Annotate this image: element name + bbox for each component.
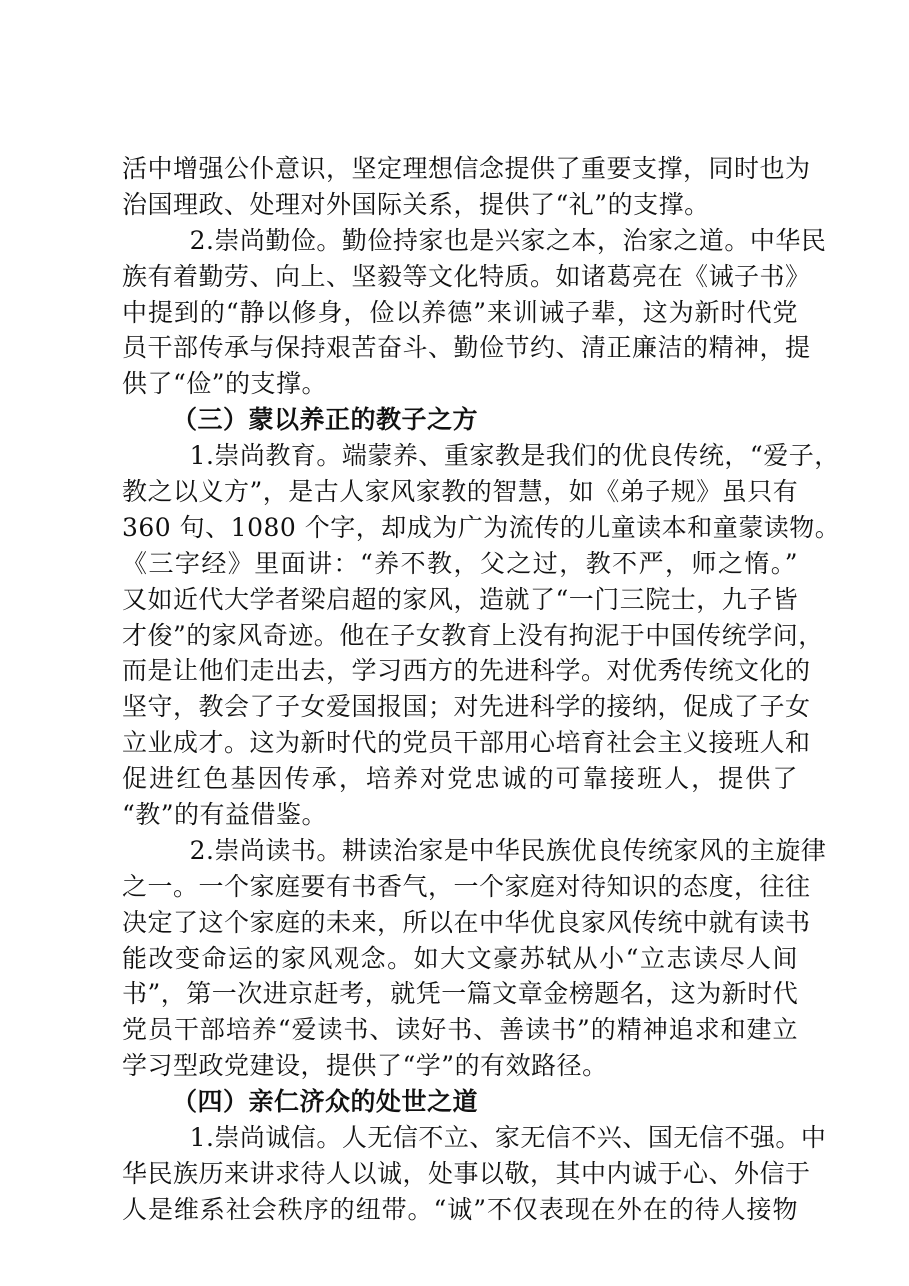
paragraph-line: 促进红色基因传承，培养对党忠诚的可靠接班人，提供了 <box>122 764 798 794</box>
paragraph-line: 能改变命运的家风观念。如大文豪苏轼从小“立志读尽人间 <box>122 943 798 973</box>
paragraph-line: 又如近代大学者梁启超的家风，造就了“一门三院士，九子皆 <box>122 584 799 614</box>
paragraph-line: 员干部传承与保持艰苦奋斗、勤俭节约、清正廉洁的精神，提 <box>122 333 811 363</box>
paragraph-line: 1.崇尚诚信。人无信不立、家无信不兴、国无信不强。中 <box>122 1123 827 1153</box>
section-heading: （三）蒙以养正的教子之方 <box>172 405 479 435</box>
paragraph-line: 360 句、1080 个字，却成为广为流传的儿童读本和童蒙读物。 <box>122 512 841 542</box>
section-heading: （四）亲仁济众的处世之道 <box>172 1087 479 1117</box>
document-body <box>122 151 841 1228</box>
paragraph-line: 党员干部培养“爱读书、读好书、善读书”的精神追求和建立 <box>122 1015 798 1045</box>
paragraph-line: 中提到的“静以修身，俭以养德”来训诫子辈，这为新时代党 <box>122 297 798 327</box>
paragraph-line: 书”，第一次进京赶考，就凭一篇文章金榜题名，这为新时代 <box>122 979 799 1009</box>
paragraph-line: 华民族历来讲求待人以诚，处事以敬，其中内诚于心、外信于 <box>122 1158 811 1188</box>
paragraph-line: 《三字经》里面讲：“养不教，父之过，教不严，师之惰。” <box>122 548 798 578</box>
paragraph-line: 决定了这个家庭的未来，所以在中华优良家风传统中就有读书 <box>122 907 811 937</box>
paragraph-line: 教之以义方”，是古人家风家教的智慧，如《弟子规》虽只有 <box>122 477 799 507</box>
paragraph-line: 立业成才。这为新时代的党员干部用心培育社会主义接班人和 <box>122 728 811 758</box>
paragraph-line: 坚守，教会了子女爱国报国；对先进科学的接纳，促成了子女 <box>122 692 811 722</box>
paragraph-line: 治国理政、处理对外国际关系，提供了“礼”的支撑。 <box>122 189 710 219</box>
paragraph-line: 之一。一个家庭要有书香气，一个家庭对待知识的态度，往往 <box>122 871 811 901</box>
paragraph-line: 人是维系社会秩序的纽带。“诚”不仅表现在外在的待人接物 <box>122 1194 798 1224</box>
paragraph-line: 1.崇尚教育。端蒙养、重家教是我们的优良传统，“爱子， <box>122 441 840 471</box>
paragraph-line: 活中增强公仆意识，坚定理想信念提供了重要支撑，同时也为 <box>122 154 811 183</box>
paragraph-line: 供了“俭”的支撑。 <box>122 369 328 399</box>
paragraph-line: “教”的有益借鉴。 <box>122 800 328 830</box>
paragraph-line: 2.崇尚读书。耕读治家是中华民族优良传统家风的主旋律 <box>122 835 827 865</box>
paragraph-line: 2.崇尚勤俭。勤俭持家也是兴家之本，治家之道。中华民 <box>122 225 827 255</box>
paragraph-line: 而是让他们走出去，学习西方的先进科学。对优秀传统文化的 <box>122 656 811 686</box>
paragraph-line: 才俊”的家风奇迹。他在子女教育上没有拘泥于中国传统学问， <box>122 620 824 650</box>
paragraph-line: 学习型政党建设，提供了“学”的有效路径。 <box>122 1051 608 1081</box>
paragraph-line: 族有着勤劳、向上、坚毅等文化特质。如诸葛亮在《诫子书》 <box>122 261 811 291</box>
